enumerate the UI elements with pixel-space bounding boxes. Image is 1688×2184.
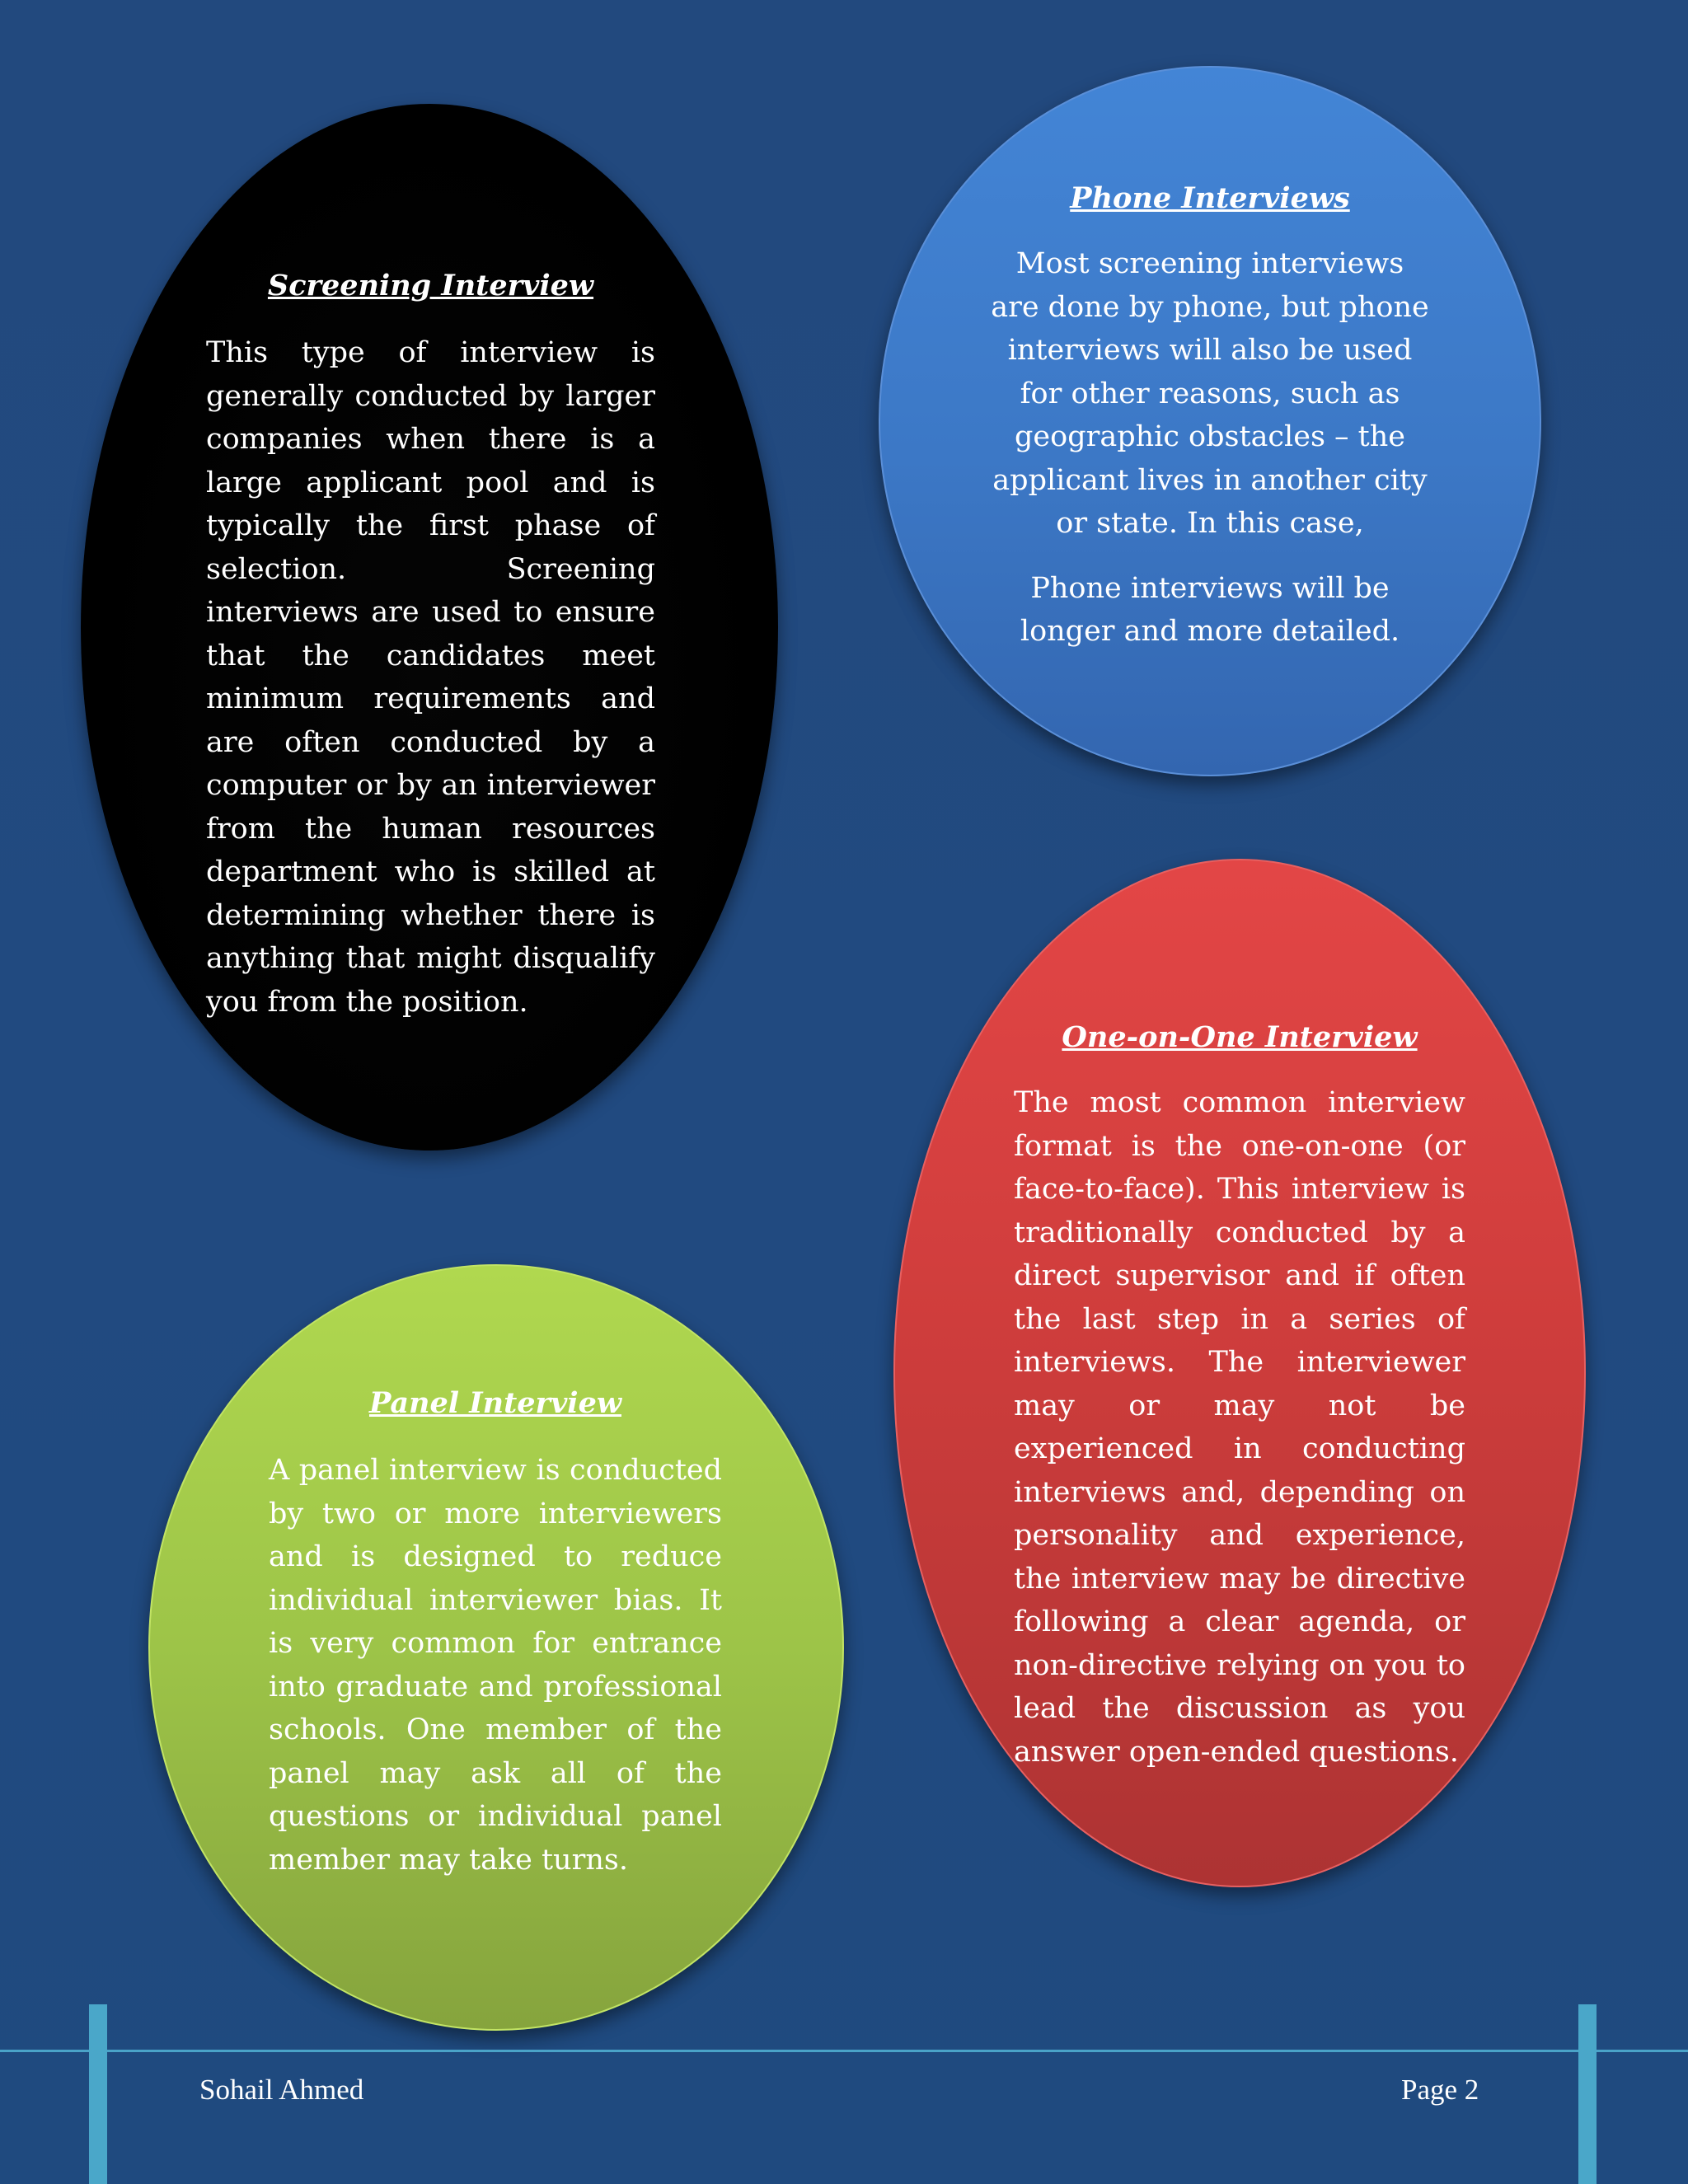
footer-divider <box>0 2050 1688 2052</box>
phone-body-1: Most screening interviews are done by phone, but phone interviews will also be used for other reasons, such as geographic obstacles – the applicant lives in another city or state. In this case, <box>991 247 1429 540</box>
screening-section <box>206 265 655 1024</box>
panel-section <box>269 1383 722 1882</box>
phone-body-2: Phone interviews will be longer and more detailed. <box>1020 571 1400 648</box>
one-on-one-section <box>1014 1017 1465 1769</box>
footer-author: Sohail Ahmed <box>199 2074 364 2106</box>
panel-body: A panel interview is conducted by two or more interviewers and is designed to reduce individual interviewer bias. It is very common for entrance into graduate and professional schools. One member of the panel may ask all of the questions or individual panel member may take turns. <box>269 1454 722 1877</box>
phone-section <box>989 178 1431 654</box>
one-on-one-title: One-on-One Interview <box>1062 1020 1418 1054</box>
screening-body: This type of interview is generally conducted by larger companies when there is a large applicant pool and is typically the first phase of selection. Screening interviews are used to ensure that the candidates meet minimum requirements and are often conducted by a computer or by an interviewer from the human resources department who is skilled at determining whether there is anything that might disqualify you from the position. <box>206 336 655 1019</box>
screening-title: Screening Interview <box>267 269 594 302</box>
one-on-one-body-frame <box>1014 1081 1465 1769</box>
one-on-one-body: The most common interview format is the one-on-one (or face-to-face). This interview is traditionally conducted by a direct supervisor and if often the last step in a series of interviews. The interviewer may or may not be experienced in conducting interviews and, depending on personality and experience, the interview may be directive following a clear agenda, or non-directive relying on you to lead the discussion as you answer open-ended questions. <box>1014 1086 1465 1769</box>
footer-right-bar <box>1578 2004 1597 2184</box>
footer-page-number: Page 2 <box>1401 2074 1479 2106</box>
footer-left-bar <box>89 2004 107 2184</box>
panel-title: Panel Interview <box>369 1386 621 1420</box>
phone-title: Phone Interviews <box>1070 181 1350 215</box>
